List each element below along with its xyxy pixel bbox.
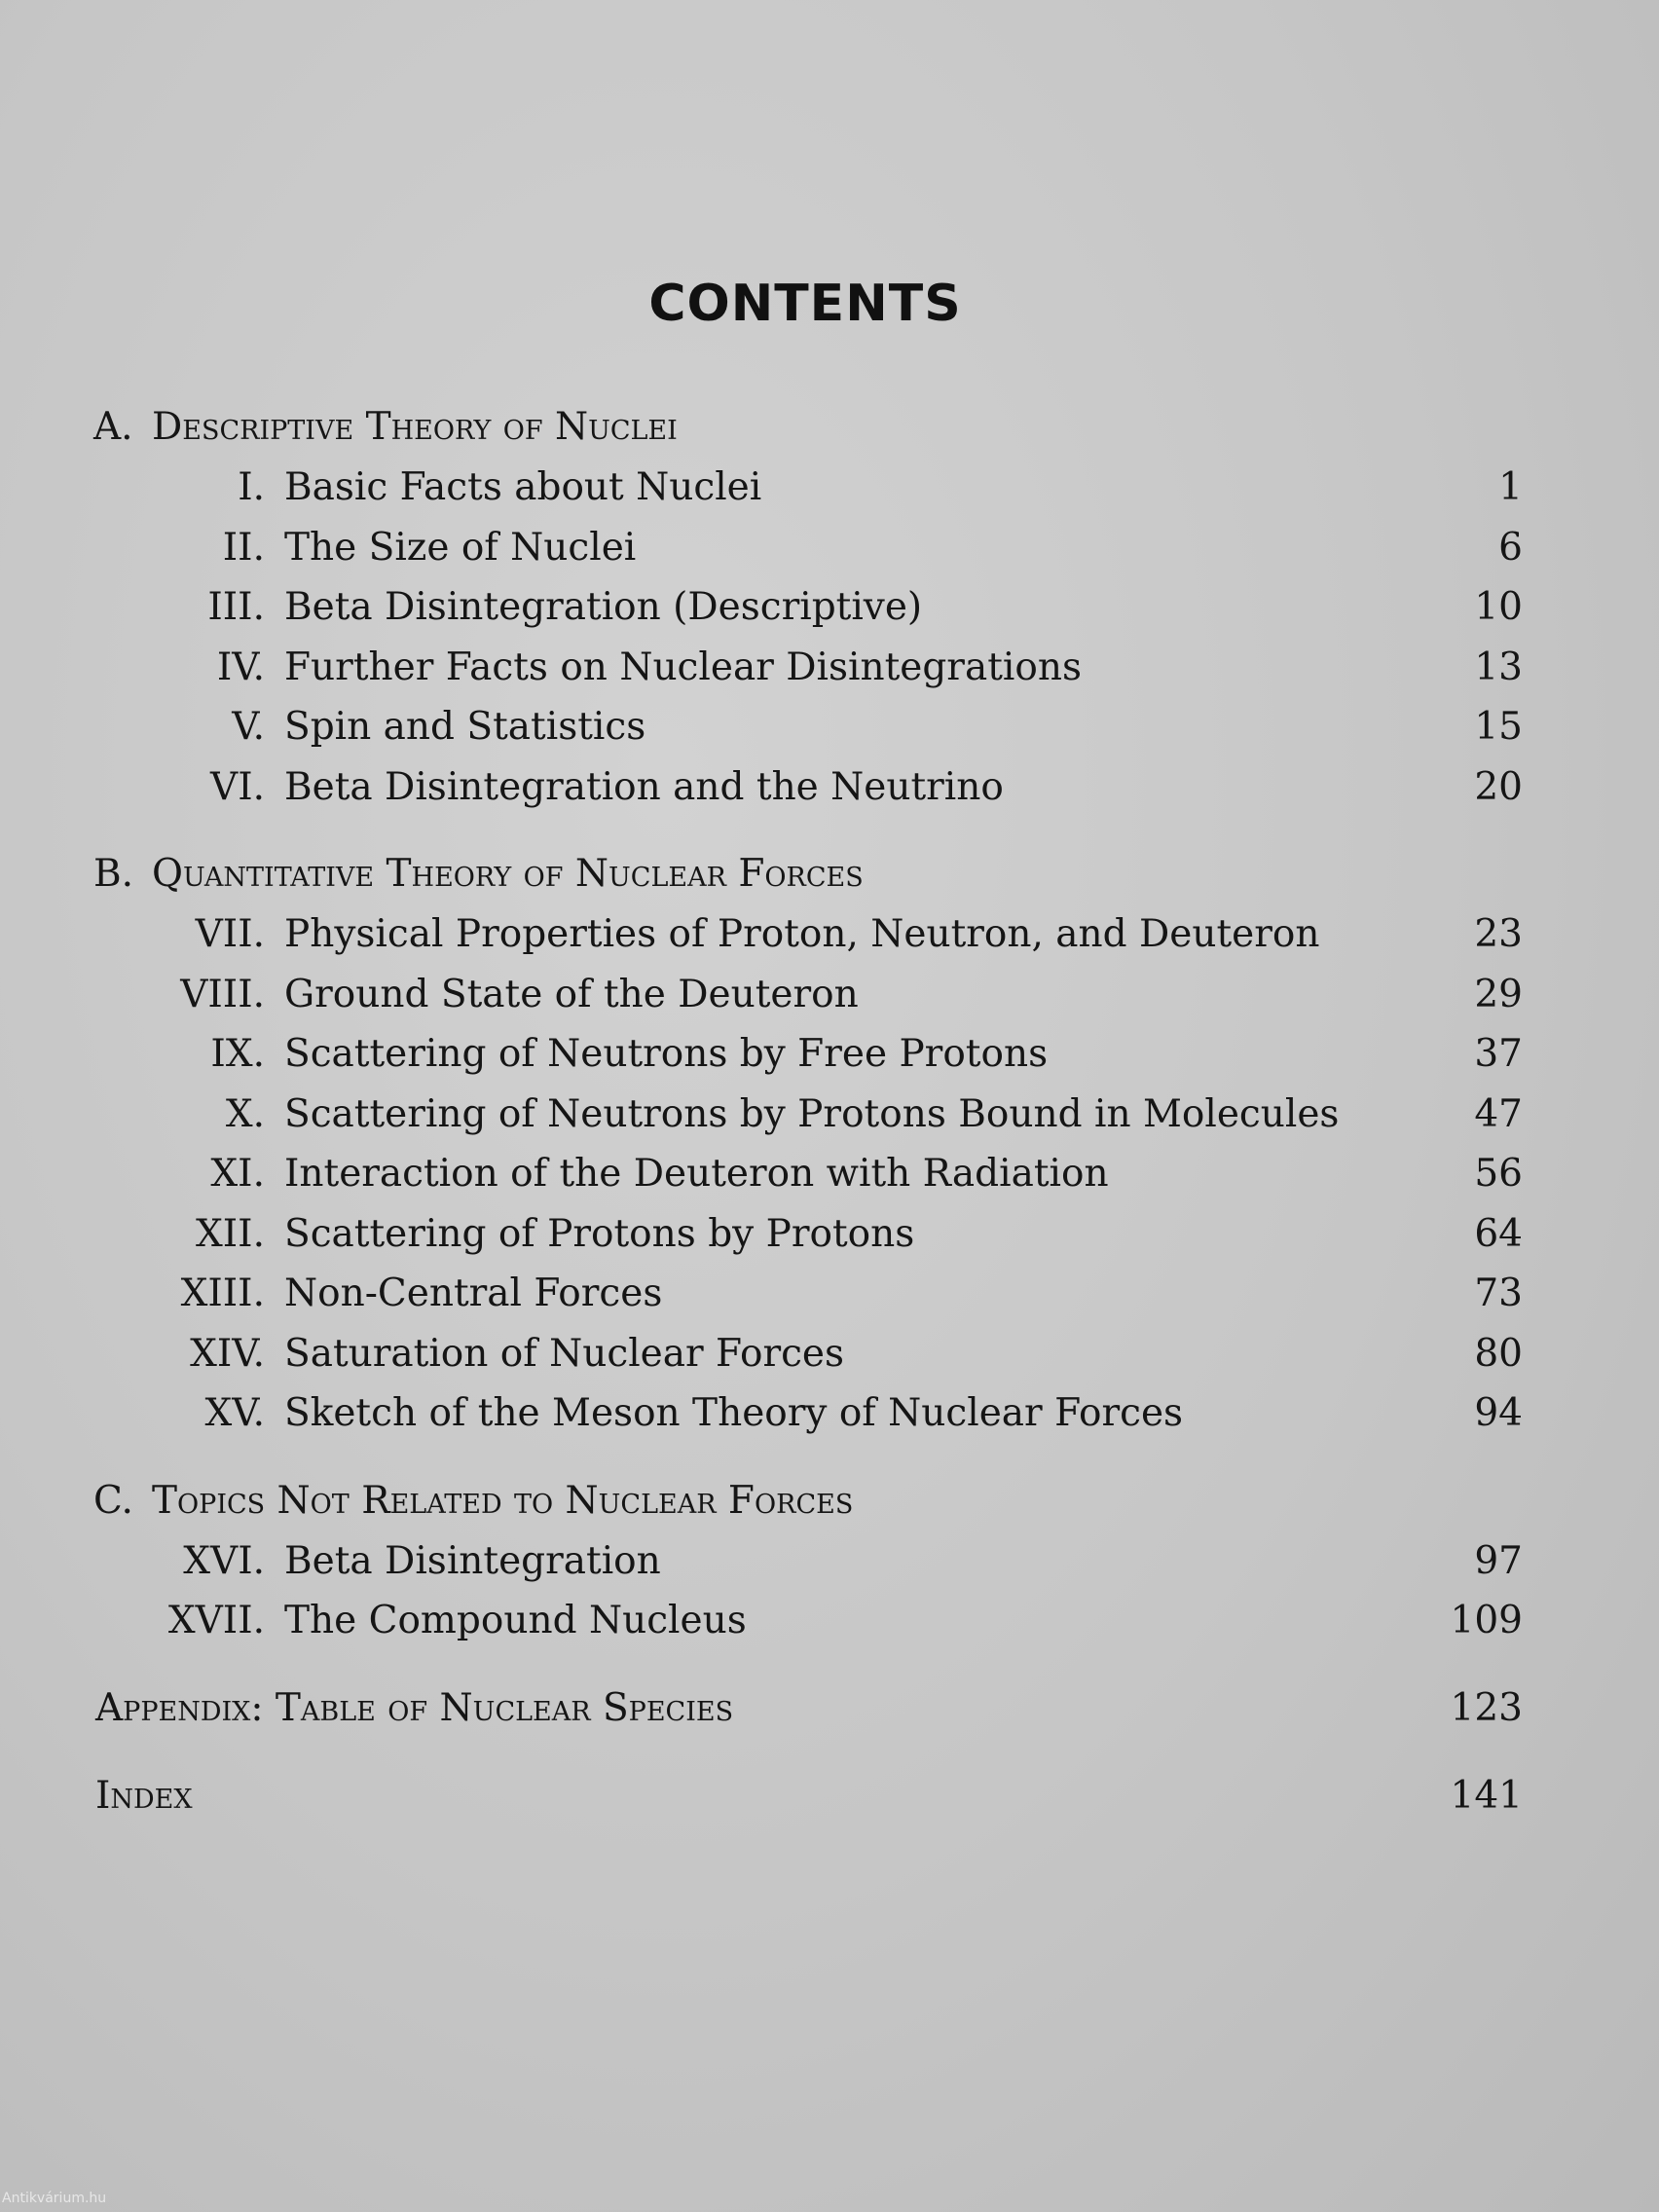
chapter-title: Saturation of Nuclear Forces bbox=[284, 1331, 845, 1376]
chapter-title: Scattering of Neutrons by Protons Bound in Molecules bbox=[284, 1091, 1340, 1136]
chapter-number: XII. bbox=[196, 1211, 265, 1256]
page-number: 13 bbox=[1474, 645, 1523, 689]
chapter-number: IV. bbox=[216, 645, 265, 689]
chapter-number: V. bbox=[232, 705, 265, 749]
chapter-number: VII. bbox=[195, 912, 265, 956]
page-number: 6 bbox=[1498, 525, 1523, 570]
page-number: 97 bbox=[1474, 1538, 1523, 1583]
part-b bbox=[0, 846, 1659, 1446]
page-number: 23 bbox=[1474, 912, 1523, 956]
chapter-title: Scattering of Protons by Protons bbox=[284, 1211, 915, 1256]
table-of-contents bbox=[0, 399, 1659, 1856]
chapter-title: Ground State of the Deuteron bbox=[284, 972, 859, 1016]
part-heading bbox=[0, 1473, 1659, 1533]
page-number: 56 bbox=[1474, 1152, 1523, 1196]
part-title: Quantitative Theory of Nuclear Forces bbox=[152, 852, 864, 896]
part-heading bbox=[0, 399, 1659, 460]
page-number: 73 bbox=[1474, 1272, 1523, 1315]
chapter-number: XI. bbox=[210, 1152, 265, 1196]
toc-entry[interactable] bbox=[0, 1266, 1659, 1326]
page-number: 123 bbox=[1450, 1685, 1523, 1730]
chapter-number: XIII. bbox=[180, 1272, 265, 1315]
chapter-title: Physical Properties of Proton, Neutron, and Deuteron bbox=[284, 912, 1320, 956]
toc-entry[interactable] bbox=[0, 1206, 1659, 1267]
toc-entry[interactable] bbox=[0, 906, 1659, 967]
chapter-title: Beta Disintegration bbox=[284, 1538, 661, 1583]
part-letter: A. bbox=[93, 405, 133, 449]
chapter-number: II. bbox=[222, 525, 265, 570]
chapter-title: Interaction of the Deuteron with Radiation bbox=[284, 1152, 1109, 1196]
part-letter: C. bbox=[93, 1478, 133, 1523]
toc-entry[interactable] bbox=[0, 1385, 1659, 1446]
page-number: 29 bbox=[1474, 972, 1523, 1016]
chapter-title: Beta Disintegration (Descriptive) bbox=[284, 585, 923, 629]
chapter-title: Spin and Statistics bbox=[284, 705, 646, 749]
toc-entry-index[interactable] bbox=[0, 1768, 1659, 1856]
part-title: Descriptive Theory of Nuclei bbox=[152, 405, 678, 449]
chapter-title: Basic Facts about Nuclei bbox=[284, 465, 762, 509]
chapter-title: Sketch of the Meson Theory of Nuclear Forces bbox=[284, 1391, 1184, 1435]
part-heading bbox=[0, 846, 1659, 906]
chapter-number: XVI. bbox=[183, 1538, 265, 1583]
page-number: 64 bbox=[1474, 1211, 1523, 1256]
toc-entry[interactable] bbox=[0, 1593, 1659, 1653]
toc-entry[interactable] bbox=[0, 1326, 1659, 1386]
appendix-title: Appendix: Table of Nuclear Species bbox=[95, 1685, 734, 1730]
page-title: CONTENTS bbox=[648, 275, 962, 333]
chapter-title: Beta Disintegration and the Neutrino bbox=[284, 764, 1004, 809]
toc-entry[interactable] bbox=[0, 1087, 1659, 1147]
toc-entry[interactable] bbox=[0, 460, 1659, 520]
toc-entry[interactable] bbox=[0, 759, 1659, 820]
page-number: 37 bbox=[1474, 1032, 1523, 1076]
toc-entry[interactable] bbox=[0, 579, 1659, 640]
toc-entry[interactable] bbox=[0, 967, 1659, 1027]
chapter-number: VI. bbox=[210, 764, 265, 809]
chapter-title: Further Facts on Nuclear Disintegrations bbox=[284, 645, 1082, 689]
page-number: 10 bbox=[1474, 585, 1523, 629]
spacer bbox=[0, 1653, 1659, 1680]
chapter-number: XVII. bbox=[167, 1599, 265, 1642]
chapter-title: The Size of Nuclei bbox=[284, 525, 637, 570]
page-number: 141 bbox=[1450, 1773, 1523, 1818]
toc-entry[interactable] bbox=[0, 640, 1659, 700]
chapter-number: I. bbox=[238, 465, 265, 509]
chapter-number: XV. bbox=[204, 1391, 265, 1435]
watermark: Antikvárium.hu bbox=[2, 2191, 107, 2206]
chapter-title: Non-Central Forces bbox=[284, 1272, 663, 1315]
toc-entry[interactable] bbox=[0, 1026, 1659, 1087]
page-number: 1 bbox=[1498, 465, 1523, 509]
page-number: 80 bbox=[1474, 1331, 1523, 1376]
toc-entry[interactable] bbox=[0, 1146, 1659, 1206]
page-number: 47 bbox=[1474, 1091, 1523, 1136]
spacer bbox=[0, 819, 1659, 846]
page-number: 109 bbox=[1450, 1599, 1523, 1642]
part-letter: B. bbox=[93, 852, 134, 896]
chapter-number: IX. bbox=[210, 1032, 265, 1076]
page-number: 20 bbox=[1474, 764, 1523, 809]
page-number: 94 bbox=[1474, 1391, 1523, 1435]
part-a bbox=[0, 399, 1659, 819]
toc-entry[interactable] bbox=[0, 699, 1659, 759]
part-c bbox=[0, 1473, 1659, 1653]
chapter-number: III. bbox=[207, 585, 265, 629]
part-title: Topics Not Related to Nuclear Forces bbox=[152, 1478, 854, 1523]
chapter-title: Scattering of Neutrons by Free Protons bbox=[284, 1032, 1049, 1076]
spacer bbox=[0, 1446, 1659, 1473]
chapter-number: XIV. bbox=[190, 1331, 265, 1376]
page-number: 15 bbox=[1474, 705, 1523, 749]
chapter-number: VIII. bbox=[180, 972, 265, 1016]
toc-entry[interactable] bbox=[0, 520, 1659, 580]
toc-entry[interactable] bbox=[0, 1533, 1659, 1594]
toc-entry-appendix[interactable] bbox=[0, 1680, 1659, 1768]
chapter-title: The Compound Nucleus bbox=[284, 1599, 747, 1642]
index-title: Index bbox=[95, 1773, 193, 1818]
chapter-number: X. bbox=[225, 1091, 265, 1136]
